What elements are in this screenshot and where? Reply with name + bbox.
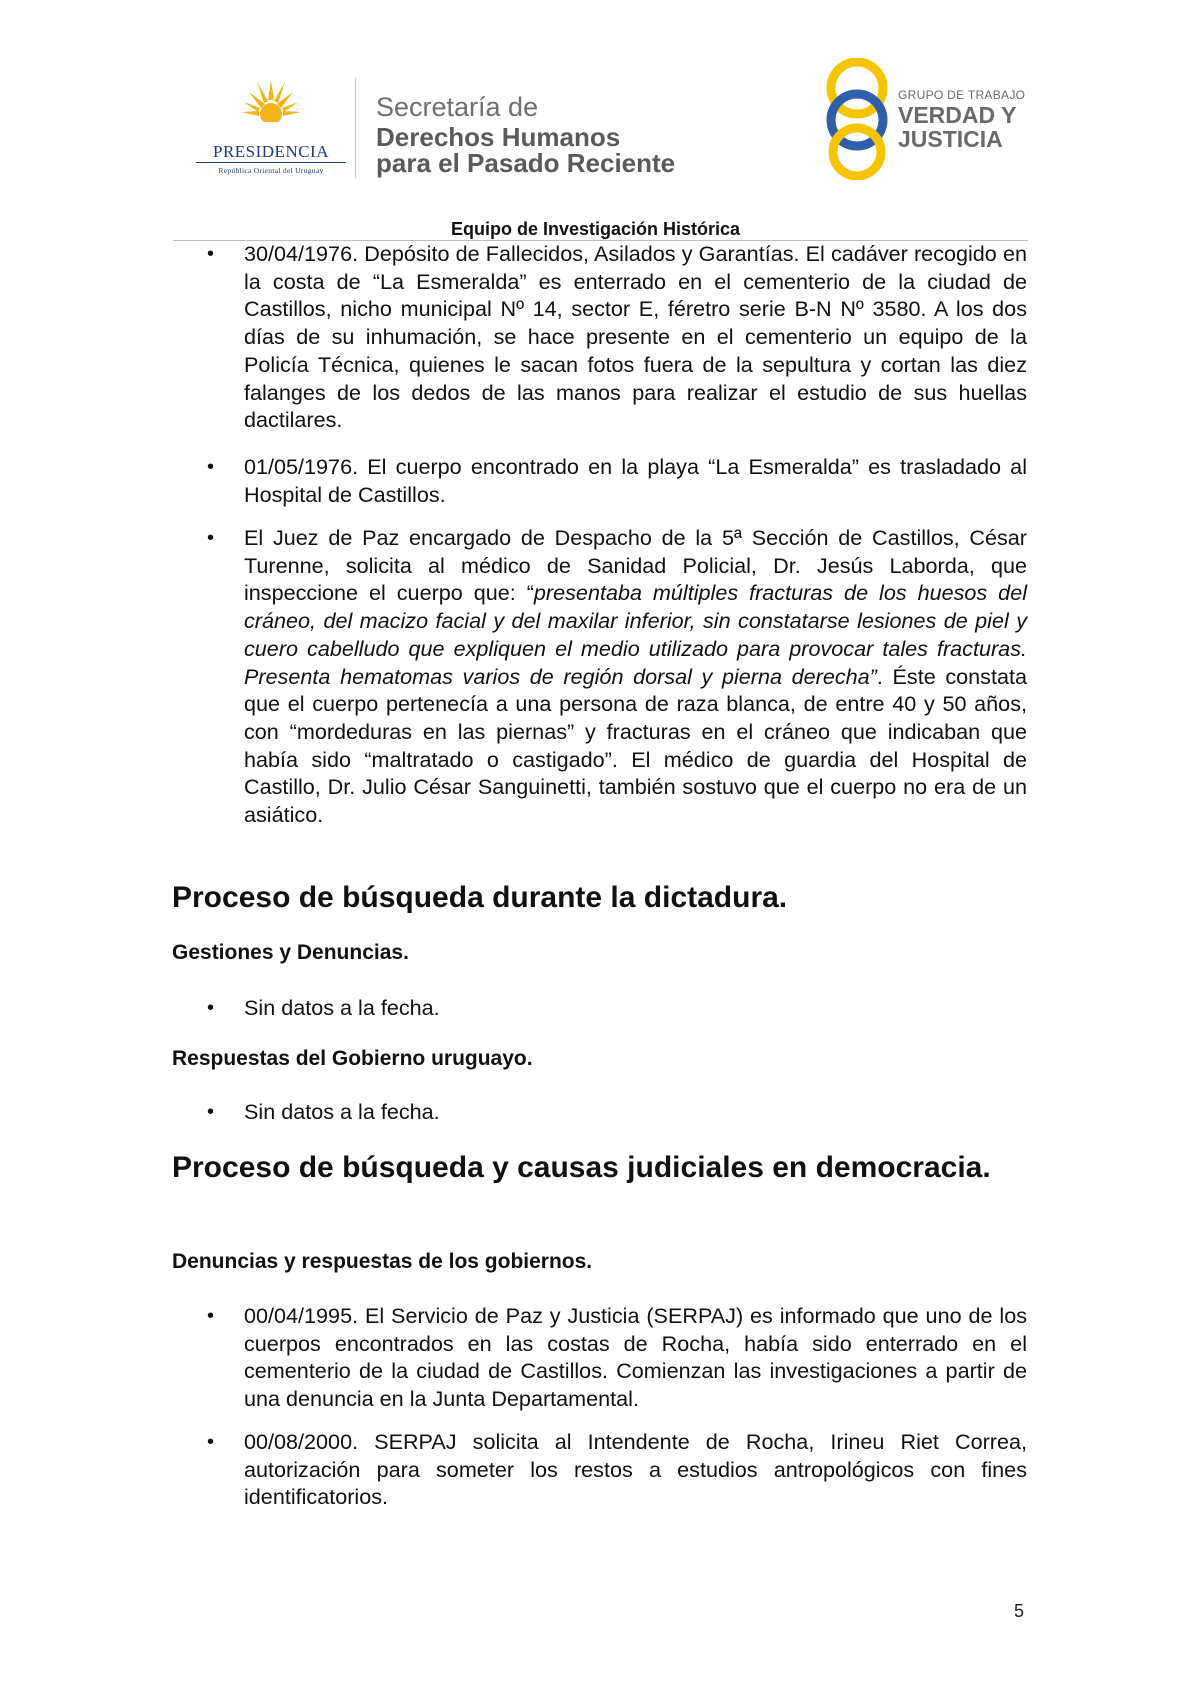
verdad-justicia-logo — [822, 58, 1032, 180]
bullet: • — [207, 1305, 215, 1327]
header-divider — [355, 78, 356, 178]
item-text-quote: presentaba múltiples fracturas de los huesos del cráneo, del macizo facial y del maxilar inferior, sin constatarse lesiones de piel y cuero cabelludo que expliquen el medio utilizado para provocar tales fracturas. Presenta hematomas varios de región dorsal y pierna derecha” — [244, 580, 1027, 689]
bullet: • — [207, 1101, 215, 1123]
section-heading: Proceso de búsqueda y causas judiciales en democracia. — [172, 1151, 991, 1184]
presidencia-rule — [196, 162, 346, 163]
item-text: Sin datos a la fecha. — [244, 1099, 440, 1124]
team-title: Equipo de Investigación Histórica — [450, 219, 741, 239]
item-text: Sin datos a la fecha. — [244, 995, 440, 1020]
section-heading: Proceso de búsqueda durante la dictadura. — [172, 881, 788, 914]
subsection-heading: Denuncias y respuestas de los gobiernos. — [172, 1250, 593, 1273]
sun-icon — [241, 78, 301, 138]
justicia-label: JUSTICIA — [898, 126, 1003, 152]
secretaria-line-2: Derechos Humanos — [376, 122, 621, 152]
page-number: 5 — [1014, 1601, 1025, 1621]
bullet: • — [207, 997, 215, 1019]
subsection-heading: Respuestas del Gobierno uruguayo. — [172, 1047, 533, 1070]
subsection-heading: Gestiones y Denuncias. — [172, 941, 409, 964]
bullet: • — [207, 1431, 215, 1453]
linked-rings-icon — [822, 58, 892, 180]
item-text — [244, 524, 1027, 829]
bullet: • — [207, 456, 215, 478]
item-text: 01/05/1976. El cuerpo encontrado en la playa “La Esmeralda” es trasladado al Hospital de Castillos. — [244, 454, 1027, 507]
verdad-label: VERDAD Y — [898, 102, 1017, 128]
bullet: • — [207, 527, 215, 549]
item-text-part: . Éste constata que el cuerpo pertenecía a una persona de raza blanca, de entre 40 y 50 años, con “mordeduras en las piernas” y fracturas en el cráneo que indicaban que había sido “maltratado o castigado”. El médico de guardia del Hospital de Castillo, Dr. Julio César Sanguinetti, también sostuvo que el cuerpo no era de un asiático. — [244, 663, 1027, 828]
presidencia-name: PRESIDENCIA — [212, 142, 329, 161]
bullet: • — [207, 243, 215, 265]
presidencia-logo — [196, 78, 346, 178]
item-text: 00/04/1995. El Servicio de Paz y Justicia (SERPAJ) es informado que uno de los cuerpos encontrados en las costas de Rocha, había sido enterrado en el cementerio de la ciudad de Castillos. Comienzan las investigaciones a partir de una denuncia en la Junta Departamental. — [244, 1303, 1027, 1412]
item-text: 30/04/1976. Depósito de Fallecidos, Asilados y Garantías. El cadáver recogido en la costa de “La Esmeralda” es enterrado en el cementerio de la ciudad de Castillos, nicho municipal Nº 14, sector E, féretro serie B-N Nº 3580. A los dos días de su inhumación, se hace presente en el cementerio un equipo de la Policía Técnica, quienes le sacan fotos fuera de la sepultura y cortan las diez falanges de los dedos de las manos para realizar el estudio de sus huellas dactilares. — [244, 241, 1027, 433]
grupo-de-trabajo-label: GRUPO DE TRABAJO — [898, 88, 1026, 102]
page-header — [0, 0, 1191, 240]
presidencia-subtitle: República Oriental del Uruguay — [218, 166, 324, 175]
secretaria-line-3: para el Pasado Reciente — [376, 148, 676, 178]
item-text: 00/08/2000. SERPAJ solicita al Intendente de Rocha, Irineu Riet Correa, autorización para someter los restos a estudios antropológicos con fines identificatorios. — [244, 1429, 1027, 1510]
item-text-part: El Juez de Paz encargado de Despacho de la 5ª Sección de Castillos, César Turenne, solicita al médico de Sanidad Policial, Dr. Jesús Laborda, que inspeccione el cuerpo que: “ — [244, 525, 1027, 606]
secretaria-line-1: Secretaría de — [376, 92, 539, 122]
